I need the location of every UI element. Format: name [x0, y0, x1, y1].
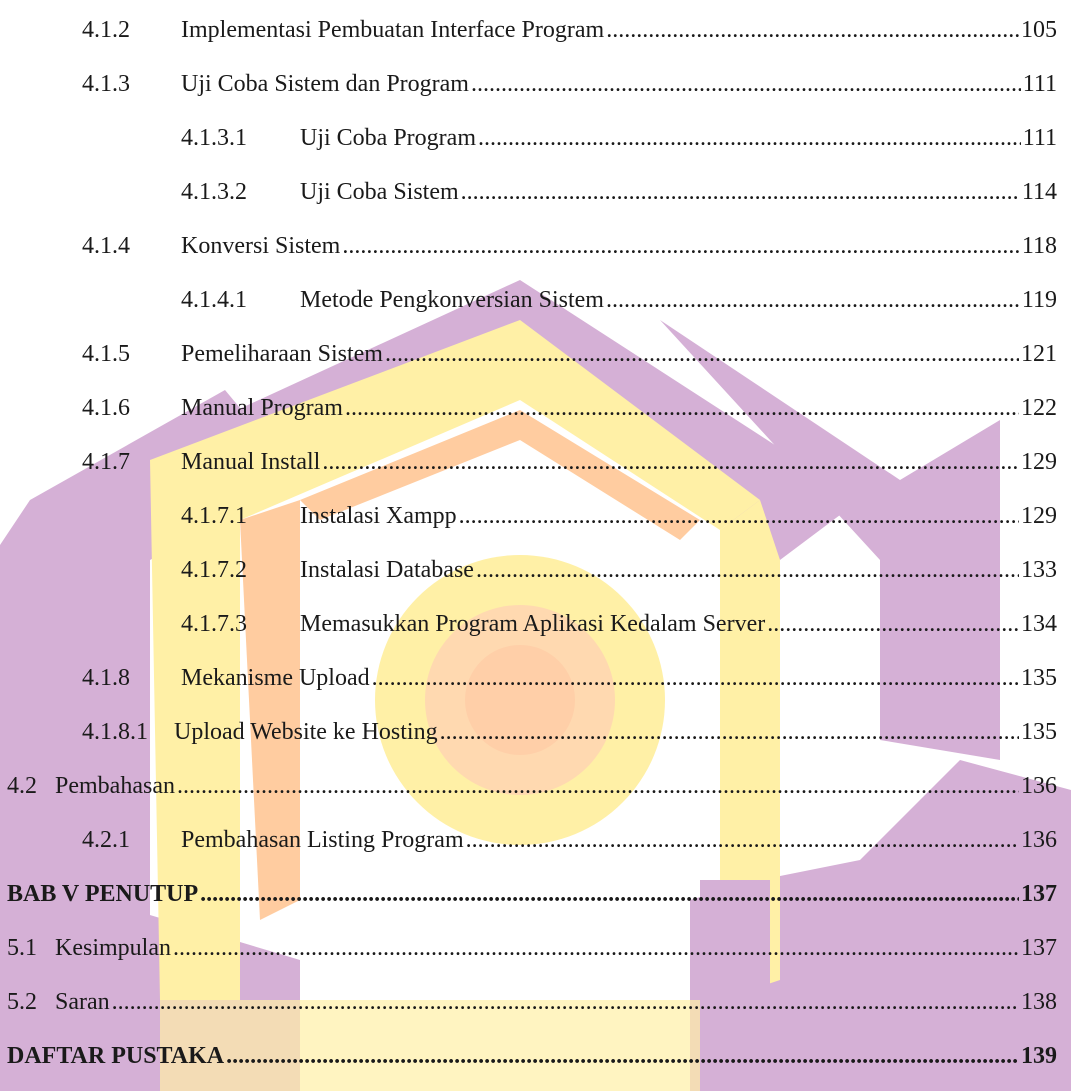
toc-number: 5.2 [7, 989, 37, 1015]
toc-row-4-1-4-1[interactable] [181, 283, 1057, 317]
toc-page: 129 [1021, 449, 1057, 475]
toc-title: Konversi Sistem [181, 233, 341, 259]
toc-row-5-1[interactable] [7, 931, 1057, 965]
toc-number: 4.2.1 [82, 827, 130, 853]
toc-number: 4.1.2 [82, 17, 130, 43]
toc-number: 4.1.4.1 [181, 287, 247, 313]
toc-page: 105 [1021, 17, 1057, 43]
toc-title: Uji Coba Sistem [300, 179, 459, 205]
toc-row-4-1-2[interactable] [82, 13, 1057, 47]
toc-leader [372, 661, 1019, 695]
toc-number: 4.1.8 [82, 665, 130, 691]
toc-number: 4.1.7.1 [181, 503, 247, 529]
toc-number: 5.1 [7, 935, 37, 961]
toc-row-4-1-7-1[interactable] [181, 499, 1057, 533]
toc-leader [226, 1039, 1019, 1073]
toc-title: Mekanisme Upload [181, 665, 370, 691]
toc-title: Manual Install [181, 449, 321, 475]
toc-leader [342, 229, 1020, 263]
toc-leader [440, 715, 1019, 749]
toc-row-4-1-7-3[interactable] [181, 607, 1057, 641]
toc-page: 136 [1021, 827, 1057, 853]
toc-title: Metode Pengkonversian Sistem [300, 287, 604, 313]
toc-row-4-1-8-1[interactable] [82, 715, 1057, 749]
toc-leader [466, 823, 1019, 857]
toc-number: 4.1.6 [82, 395, 130, 421]
toc-row-bab-v[interactable] [7, 877, 1057, 911]
toc-row-4-1-8[interactable] [82, 661, 1057, 695]
toc-number: 4.1.5 [82, 341, 130, 367]
toc-title: Saran [55, 989, 110, 1015]
toc-leader [606, 283, 1020, 317]
toc-row-4-2[interactable] [7, 769, 1057, 803]
toc-number: 4.2 [7, 773, 37, 799]
toc-page: 133 [1021, 557, 1057, 583]
toc-page: 129 [1021, 503, 1057, 529]
toc-page: 137 [1021, 881, 1057, 907]
toc-leader [606, 13, 1019, 47]
toc-leader [200, 877, 1019, 911]
toc-title: Uji Coba Sistem dan Program [181, 71, 469, 97]
toc-title: Pemeliharaan Sistem [181, 341, 383, 367]
toc-leader [322, 445, 1019, 479]
toc-page: 122 [1021, 395, 1057, 421]
toc-leader [767, 607, 1019, 641]
toc-page: 134 [1021, 611, 1057, 637]
toc-number: 4.1.8.1 [82, 719, 148, 745]
toc-page: 111 [1022, 71, 1057, 97]
toc-page: 118 [1021, 233, 1057, 259]
toc-leader [177, 769, 1019, 803]
toc-title: Pembahasan [55, 773, 175, 799]
toc-row-4-2-1[interactable] [82, 823, 1057, 857]
toc-page: 135 [1021, 719, 1057, 745]
toc-number: 4.1.7.3 [181, 611, 247, 637]
toc-title: Memasukkan Program Aplikasi Kedalam Server [300, 611, 766, 637]
toc-leader [345, 391, 1019, 425]
toc-page: 137 [1021, 935, 1057, 961]
toc-leader [112, 985, 1019, 1019]
toc-number: 4.1.3.2 [181, 179, 247, 205]
toc-number: 4.1.3.1 [181, 125, 247, 151]
toc-page: 139 [1021, 1043, 1057, 1069]
toc-title: DAFTAR PUSTAKA [7, 1043, 225, 1069]
toc-title: Upload Website ke Hosting [174, 719, 438, 745]
toc-row-4-1-4[interactable] [82, 229, 1057, 263]
toc-row-4-1-3-2[interactable] [181, 175, 1057, 209]
toc-title: Instalasi Xampp [300, 503, 457, 529]
toc-row-4-1-7[interactable] [82, 445, 1057, 479]
toc-page: 121 [1021, 341, 1057, 367]
toc-row-4-1-3[interactable] [82, 67, 1057, 101]
toc-leader [173, 931, 1019, 965]
toc-title: Manual Program [181, 395, 343, 421]
toc-leader [478, 121, 1021, 155]
toc-page: 111 [1022, 125, 1057, 151]
toc-leader [476, 553, 1019, 587]
toc-leader [471, 67, 1021, 101]
toc-number: 4.1.4 [82, 233, 130, 259]
toc-page: 135 [1021, 665, 1057, 691]
toc-title: Uji Coba Program [300, 125, 476, 151]
toc-row-daftar-pustaka[interactable] [7, 1039, 1057, 1073]
toc-page: 119 [1021, 287, 1057, 313]
toc-title: Instalasi Database [300, 557, 474, 583]
toc-row-4-1-3-1[interactable] [181, 121, 1057, 155]
toc-title: BAB V PENUTUP [7, 881, 199, 907]
toc-leader [461, 175, 1020, 209]
toc-leader [385, 337, 1019, 371]
toc-title: Implementasi Pembuatan Interface Program [181, 17, 605, 43]
toc-page: 114 [1021, 179, 1057, 205]
toc-number: 4.1.3 [82, 71, 130, 97]
toc-row-4-1-7-2[interactable] [181, 553, 1057, 587]
toc-page: 136 [1021, 773, 1057, 799]
toc-number: 4.1.7 [82, 449, 130, 475]
toc-page: 138 [1021, 989, 1057, 1015]
toc-row-4-1-5[interactable] [82, 337, 1057, 371]
toc-leader [459, 499, 1019, 533]
toc-row-5-2[interactable] [7, 985, 1057, 1019]
toc-title: Pembahasan Listing Program [181, 827, 464, 853]
toc-row-4-1-6[interactable] [82, 391, 1057, 425]
toc-number: 4.1.7.2 [181, 557, 247, 583]
toc-title: Kesimpulan [55, 935, 171, 961]
